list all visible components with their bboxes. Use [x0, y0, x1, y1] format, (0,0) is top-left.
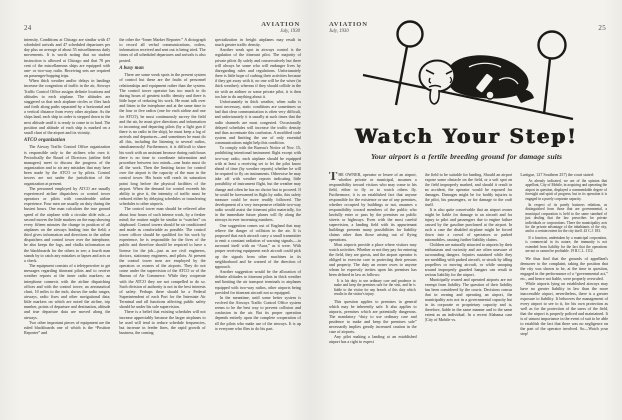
body-paragraph: The personnel employed by ATCO are usually experienced airline dispatchers or control tower operators or pilots with considerable airline experience. Four men are usually on duty during the busiest hours. One man calculates the true ground speed of the airplane with a circular slide rule—a second moves the little markers on the map showing every fifteen minutes the change in position of all airplanes on the airways leading into the field; a third gives information and directions to the airline dispatchers and control tower over the interphone, he also keeps the logs, and chalks information on the blackboards for the others to see; a fourth man stands by to catch any mistakes or lapses and acts as a check.: [24, 185, 111, 263]
boundary-marker-icon: [396, 22, 423, 106]
body-paragraph: There is a belief that existing schedules will not increase appreciably because the larger airplanes to be used will tend to reduce schedule frequencies, but increase in feeder lines, the rapid growth of business, the coming: [119, 309, 206, 336]
boundary-marker-icon: [539, 32, 566, 115]
body-paragraph: intensity. Conditions at Chicago are similar with 47 scheduled arrivals and 47 scheduled departures per day plus an average of about 55 miscellaneous daily movements. It is worth noting that no student instruction is allowed at Chicago and that 70 per cent of the miscellaneous ships are equipped with one- or two-way radio. Receiving sets are required on passenger-hopping trips.: [24, 37, 111, 79]
body-paragraph: The Airway Traffic Control Office organization is responsible only to the airlines who own it. Periodically the Board of Directors (airline field managers) meet to discuss the progress of the organization and to air any mistakes that may have been made by the ATCO or by pilots. Control towers are not under the jurisdiction of the organization at present.: [24, 144, 111, 186]
page-25: [311, 0, 622, 420]
lead-paragraph: THE OWNER, operator or lessee of an airport, whether private or municipal, assumes a responsibility toward visitors who may come to his field, either to fly or to watch others fly. Furthermore, it is an established fact that anyone responsible for the existence or use of any premises, whether occupied by buildings or not, assumes a responsibility toward members of the public who lawfully enter or pass by the premises on public streets or highways. Even with the most careful supervision, a landing field with its appurtenant buildings presents many possibilities for liability claims other than those arising out of flying operations.: [329, 172, 417, 242]
body-paragraph: Children are naturally attracted to airports by their enthusiasm and curiosity and are often unaware of surrounding dangers. Injuries sustained while they are meddling with parked aircraft, or struck by idling propellers or moving aircraft, or while snooping around improperly guarded hangars can result in serious liability for the airport.: [424, 242, 513, 277]
issue-date: July, 1930: [280, 28, 300, 34]
body-paragraph: specialization in freight airplanes may result in much greater traffic density.: [214, 37, 301, 48]
left-page-columns: [24, 37, 301, 403]
body-paragraph: We thus find that the grounds of appellant's demurrer to the complaint, taking the position that the city was shown to be, at the time in question, engaged in the performance of a “governmental act,” etc., and hence not liable, were properly overruled.: [520, 255, 609, 281]
text-column-3: [520, 172, 608, 390]
legal-quote: If a function, undertaken by a municipal corporation, is commercial in its nature, the immunity is not extended from liability for the fact that the operations are not or cannot be profitable. 19 R.C.L. 1112.: [525, 235, 608, 254]
text-column-3: [215, 37, 301, 403]
column-heading: A busy man: [119, 65, 144, 71]
right-page-columns: [329, 172, 608, 390]
body-paragraph: It is also quite conceivable that an airport owner might be liable for damage to an aircraft and for injury to pilot and passengers due to engine failure caused by the gasoline purchased at the airport. In such a case the disabled airplane might be forced down into a crowd of spectators or parked automobiles, causing further liability claims.: [424, 207, 513, 242]
body-paragraph: The equipment consists of a teletypewriter to get messages regarding itinerant pilots and to receive weather reports at the inner radio markers; an interphone connects with the airline dispatching offices and with the control tower; an aeronautical chart, 10 miles to the inch, shows the radio ranges, airways, radio fixes and other navigational data; little markers on which are noted the airline, trip number, points of departure and destination, altitude and true departure data are moved along the airways.: [24, 263, 111, 320]
legal-quote: In respect of its purely business relations, as distinguished from those that are governmental, a municipal corporation is held to the same standard of just dealing that the law prescribes for private individuals or corporations. There the municipality acts for the private advantage of the inhabitants of the city, and to a certain extent for the city itself. 43 C.J. 183.: [525, 203, 608, 234]
page-number-left: 24: [24, 24, 32, 32]
fallen-man-figure: [420, 55, 535, 104]
body-paragraph: Lartigue, 127 Southern 257) the court stated:: [520, 172, 594, 177]
article-title: Watch Your Step!: [355, 124, 578, 148]
journal-masthead-left-page: [261, 22, 300, 34]
body-paragraph: One suggestion comes out of England that may relieve the danger of collision in the air. It is proposed that each aircraft carry a small transmitter to emit a constant radiation of warning signals,—to surround itself with an “Aura,” as it were. With proper receiving equipment each aircraft could pick up the signals from other machines in its neighborhood and be warned of the direction of approach.: [214, 222, 301, 269]
body-paragraph: Municipally owned and operated airports are not exempt from liability. The question of their liability has been considered by the courts. Decisions concur that in owning and operating an airport, the municipality acts not in a governmental capacity but in its corporate or proprietary capacity and is, therefore, liable in the same manner and to the same extent as an individual. In a recent Alabama case (City of Mobile vs.: [424, 277, 513, 322]
body-paragraph: the other the “Inner Marker Reporter.” A dictograph to record all verbal communications, orders, information received and sent out is being tried. The times of all scheduled departures and arrivals is also posted.: [119, 37, 206, 63]
issue-date: July, 1930: [329, 28, 349, 34]
legal-quote: As already indicated, we are of the opinion that appellant, City of Mobile, in acquiring and operating the airport in question, displayed a commendable degree of foresight and spirit of progress; but in its operation it is engaged in a purely corporate capacity.: [525, 179, 608, 201]
text-column-1: [329, 172, 417, 390]
drop-cap: T: [329, 172, 338, 183]
body-paragraph: Unfortunately in thick weather, when radio is most necessary, static conditions are sometimes so bad that clear communication is often very difficult, and unfortunately it is usually at such times that the radio channels are most congested. Occasionally delayed schedules will increase the traffic density and thus accentuate this confusion. A modified code system and limiting the use of only essential communications might help this condition.: [214, 98, 301, 146]
body-paragraph: Another weak spot in airways control is the regulation of the itinerant pilot. The majority of private pilots fly safely and conservatively but there will always be some who will endanger lives by disregarding rules and regulations. Unfortunately there is little hope of curbing their activities because if they get away with it, no one will be the wiser (in thick weather); whereas if they should collide in the air with an airliner or some private pilot, it is then too late to do anything about it.: [214, 47, 301, 99]
column-heading: ATCO organization: [24, 137, 66, 143]
page-number-right: 25: [598, 24, 606, 32]
article-subtitle: Your airport is a fertile breeding ground for damage suits: [370, 152, 563, 161]
body-paragraph: the field to be suitable for landing. Should an airport expose some obstacle on the field, or a soft spot on the field improperly marked, and should it result in an accident, the operator would be exposed for damages. Damages might be for bodily injuries to the pilot, his passengers, or for damage to the craft itself.: [424, 172, 513, 207]
journal-title: AVIATION: [261, 21, 300, 28]
body-paragraph: Two other important pieces of equipment are the ruled blackboards one of which is the “Position Reporter” and: [24, 319, 111, 336]
body-paragraph: Another suggestion would be the allocation of definite altitudes to itinerant pilots in thick weather and limiting the air transport terminals to airplanes equipped with two-way radios, other airports being provided for itinerant aircraft not so equipped.: [214, 269, 301, 295]
text-column-1: [24, 37, 110, 403]
text-column-2: [119, 37, 205, 403]
body-paragraph: This question applies to premises in general which may be inherently safe. It also applies to airports, premises which are potentially dangerous. The mandatory “duty to use ordinary care and prudence to make and keep the premises safe” necessarily implies greatly increased caution in the case of airports.: [329, 298, 417, 334]
body-paragraph: To comply with the Bureau's Notice of Nov. 15, prohibiting intentional instrument flight except with two-way radio, each airplane should be equipped with at least a receiving set to let the pilot know ahead of time (by weather reports) whether he will be required to fly on instruments. Otherwise he may take off with weather reports indicating little possibility of instrument flight, but the weather may change and often he has no choice but to proceed. If he could be forewarned in flight by radio, this safety measure could be more readily followed. The development of a very inexpensive reliable two-way radio would assist the itinerant pilot materially, for in the immediate future planes will fly along the airways in ever increasing numbers.: [214, 145, 301, 223]
body-paragraph: There are some weak spots in the present system of control but these are the faults of personnel relationships and equipment rather than the system. The control tower operator has too much to do during hours of greatest traffic density and there is little hope of reducing his work. He must talk over and listen to the interphone and at the same time to the four or five radios (one for each airline and one for ATCO), he must continuously survey the field and the air, he must give directions and information to incoming and departing pilots (by a light gun if there is no radio in the ship), he must keep a log of arrivals and departures—and sometimes he must do all this, including the listening to several radios, simultaneously! Furthermore, it is difficult to share his work with an assistant because during rush hours there is no time to coordinate information and procedure between two minds—one brain must do all the work. Then the limiting factor for control over the airport is the capacity of the man in the control tower. His brain will reach its saturation point long before the physical facilities of the airport. When the demand for control exceeds his ability to give it, the intensity of traffic must be reduced either by delaying schedules or transferring schedules to other airports.: [119, 72, 206, 207]
tripping-man-cartoon: [351, 18, 581, 122]
body-paragraph: In the meantime, until some better system is evolved the Airways Traffic Control Office system seems to be the best way to prevent collision and confusion in the air. But its proper operation depends entirely upon the complete cooperation of all the pilots who make use of the airways. It is up to everyone who flies to do his part.: [214, 294, 301, 331]
journal-title: AVIATION: [329, 21, 368, 28]
text-column-2: [425, 172, 513, 390]
body-paragraph: While airports lying on established airways may have no greater liability in law than the more inaccessible airport, nevertheless, there is a greater exposure to liability. It behooves the management of every airport to see to it, for his own protection as well as for the protection of the users of the field, that the airport is properly policed and maintained. It is of utmost importance in the event of suit to be able to establish the fact that there was no negligence on the part of the operator involved. So—Watch your step!: [520, 280, 609, 336]
legal-quote: It is his duty to use ordinary care and prudence to make and keep the premises safe for the visit, and he is liable to the visitor for any breach of this duty which results in the visitor's injury.: [334, 279, 416, 297]
body-paragraph: When thick weather and/or delays in landings increase the congestion of traffic in the air, Airways Traffic Control Office assigns definite locations and altitudes to each airplane. The altitudes are staggered so that each airplane circles or flies back and forth along paths separated by a horizontal and a vertical distance from every other airplane. As the ships land, each ship in order is stepped down to the next altitude until it is ready to come in to land. The position and altitude of each ship is marked on a small chart of the airport and its vicinity.: [24, 78, 111, 135]
body-paragraph: Most airports provide a place where visitors may watch activities. Whether or not they pay for entering the field, they are guests, and the airport operator is obliged to exercise care in protecting their persons and property. The duty an owner owes to anyone whom he expressly invites upon his premises has been defined in law as follows:: [329, 242, 417, 277]
body-paragraph: The control tower man should be relieved after about four hours of such intense work, by a fresher mind; the routine might be similar to “watches” on shipboard. Control towers should be air conditioned and made as comfortable as possible. The control tower officer should be qualified for his work by experience, he is responsible for the lives of the public and therefore should be required to have a license for the job—just as are civil engineers, doctors, stationary engineers, and pilots. At present the control tower men are employed by the operators or owners of the airports. They do not come under the supervision of the ATCO or of the Bureau of Air Commerce. While they cooperate with the ATCO they are not compelled to do so. Such division of authority is not in the best interests of safety. Perhaps there should be a Federal Superintendent of each Port for the Interstate Air Terminal and all functions affecting public safety should be under his sole supervision.: [119, 206, 206, 310]
body-paragraph: Any pilot making a landing at an established airport has a right to expect: [329, 333, 417, 344]
